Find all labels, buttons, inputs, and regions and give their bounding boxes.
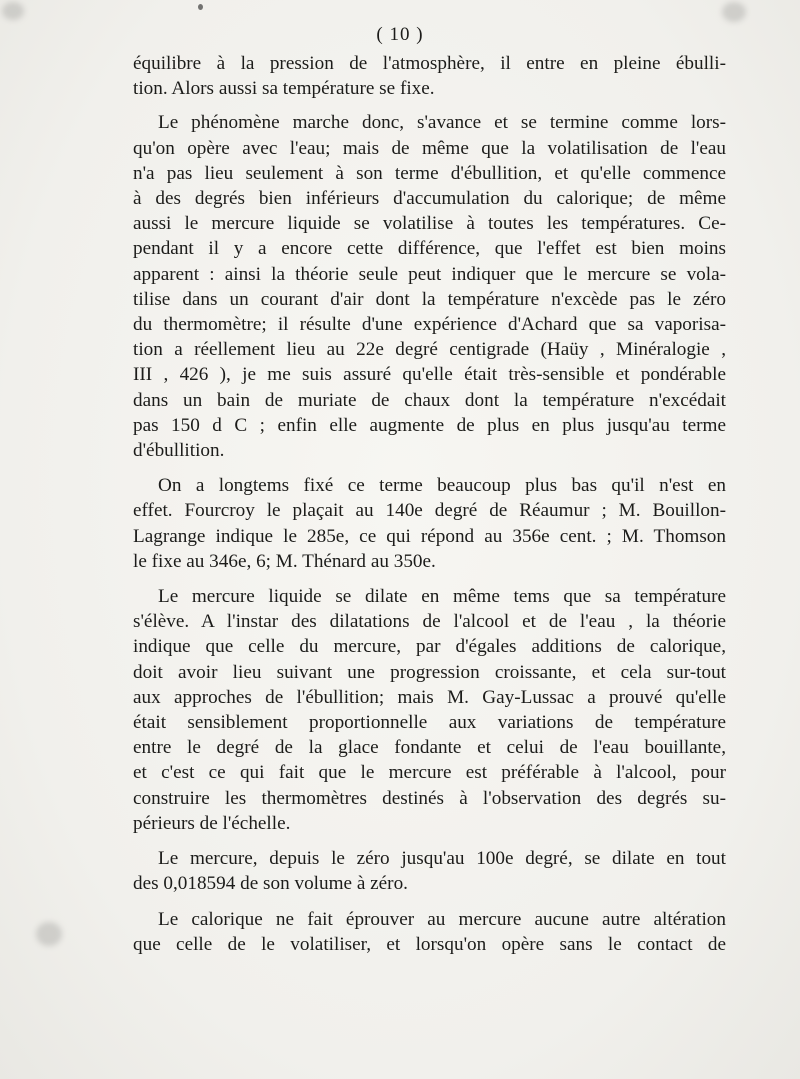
text-line: aux approches de l'ébullition; mais M. Gay-Lussac a prouvé qu'elle <box>133 686 726 708</box>
text-line: qu'on opère avec l'eau; mais de même que la volatilisation de l'eau <box>133 137 726 159</box>
text-line: aussi le mercure liquide se volatilise à toutes les températures. Ce- <box>133 213 726 235</box>
text-line: n'a pas lieu seulement à son terme d'ébullition, et qu'elle commence <box>133 162 726 184</box>
text-line: du thermomètre; il résulte d'une expérience d'Achard que sa vaporisa- <box>133 314 726 336</box>
paragraph <box>133 473 726 574</box>
paragraph <box>133 584 726 836</box>
text-line: Le phénomène marche donc, s'avance et se termine comme lors- <box>158 112 726 134</box>
text-line: tilise dans un courant d'air dont la température n'excède pas le zéro <box>133 288 726 310</box>
text-line: tion. Alors aussi sa température se fixe. <box>133 78 435 100</box>
text-line: Le calorique ne fait éprouver au mercure aucune autre altération <box>158 908 726 930</box>
paragraph <box>133 51 726 101</box>
text-line: tion a réellement lieu au 22e degré centigrade (Haüy , Minéralogie , <box>133 339 726 361</box>
paragraph <box>133 846 726 896</box>
text-line: dans un bain de muriate de chaux dont la température n'excédait <box>133 389 726 411</box>
text-line: apparent : ainsi la théorie seule peut indiquer que le mercure se vola- <box>133 263 726 285</box>
text-line: était sensiblement proportionnelle aux variations de température <box>133 712 726 734</box>
text-line: et c'est ce qui fait que le mercure est préférable à l'alcool, pour <box>133 762 726 784</box>
paper-stain <box>198 4 203 10</box>
page-number: ( 10 ) <box>376 24 424 45</box>
text-line: III , 426 ), je me suis assuré qu'elle était très-sensible et pondérable <box>133 364 726 386</box>
paragraph <box>133 110 726 463</box>
text-line: effet. Fourcroy le plaçait au 140e degré de Réaumur ; M. Bouillon- <box>133 500 726 522</box>
text-line: que celle de le volatiliser, et lorsqu'on opère sans le contact de <box>133 933 726 955</box>
paper-stain <box>722 2 746 22</box>
text-line: le fixe au 346e, 6; M. Thénard au 350e. <box>133 550 436 572</box>
text-line: indique que celle du mercure, par d'égales additions de calorique, <box>133 636 726 658</box>
text-line: d'ébullition. <box>133 440 225 462</box>
paragraph <box>133 907 726 957</box>
paper-stain <box>36 922 62 946</box>
text-line: s'élève. A l'instar des dilatations de l'alcool et de l'eau , la théorie <box>133 611 726 633</box>
text-line: des 0,018594 de son volume à zéro. <box>133 873 408 895</box>
text-line: pas 150 d C ; enfin elle augmente de plus en plus jusqu'au terme <box>133 414 726 436</box>
text-line: entre le degré de la glace fondante et celui de l'eau bouillante, <box>133 737 726 759</box>
paper-stain <box>2 2 24 20</box>
text-line: à des degrés bien inférieurs d'accumulation du calorique; de même <box>133 188 726 210</box>
text-line: construire les thermomètres destinés à l'observation des degrés su- <box>133 787 726 809</box>
text-line: doit avoir lieu suivant une progression croissante, et cela sur-tout <box>133 661 726 683</box>
text-line: équilibre à la pression de l'atmosphère, il entre en pleine ébulli- <box>133 53 726 74</box>
body-text <box>133 51 726 967</box>
text-line: Lagrange indique le 285e, ce qui répond au 356e cent. ; M. Thomson <box>133 525 726 547</box>
text-line: périeurs de l'échelle. <box>133 812 291 834</box>
text-line: Le mercure liquide se dilate en même tems que sa température <box>158 586 726 608</box>
text-line: On a longtems fixé ce terme beaucoup plus bas qu'il n'est en <box>158 475 726 497</box>
text-line: Le mercure, depuis le zéro jusqu'au 100e degré, se dilate en tout <box>158 848 726 870</box>
text-line: pendant il y a encore cette différence, que l'effet est bien moins <box>133 238 726 260</box>
